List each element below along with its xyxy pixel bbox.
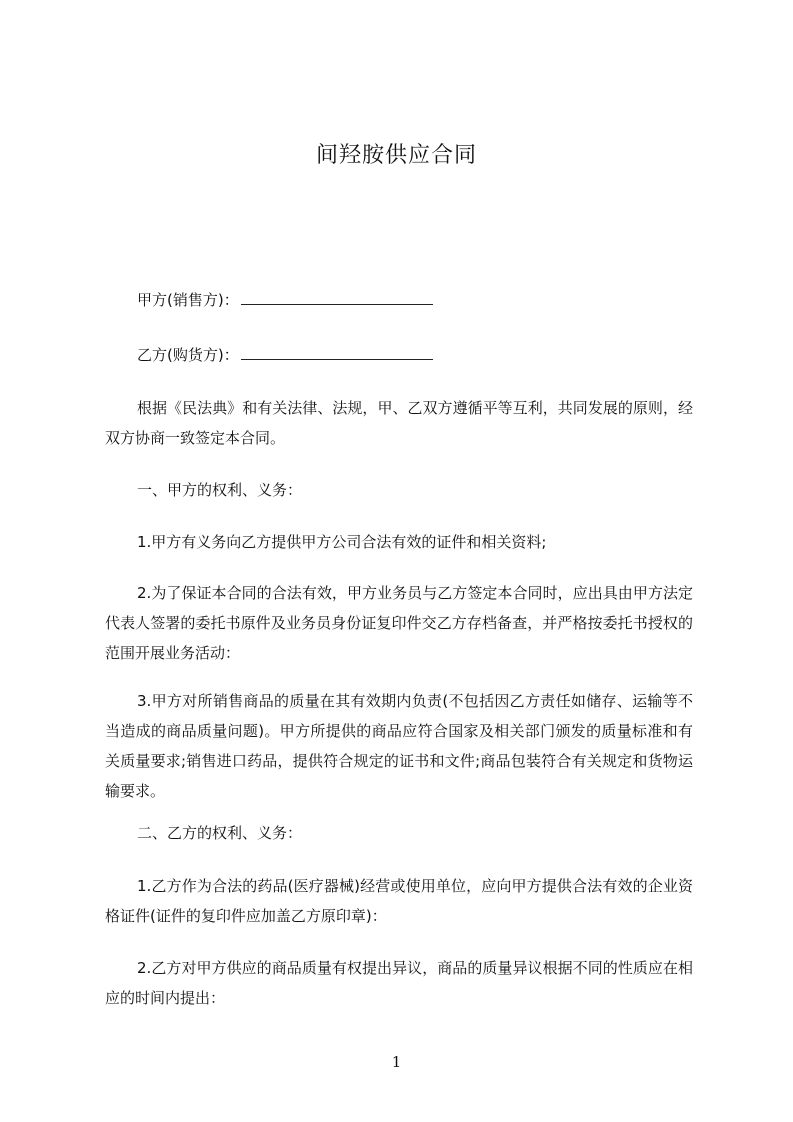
party-a-label: 甲方(销售方)： bbox=[137, 291, 239, 309]
section1-item-1 bbox=[105, 527, 693, 557]
section1-item-text: 1.甲方有义务向乙方提供甲方公司合法有效的证件和相关资料; bbox=[137, 533, 547, 551]
party-b-line bbox=[137, 340, 433, 370]
section1-item-text: 3.甲方对所销售商品的质量在其有效期内负责(不包括因乙方责任如储存、运输等不当造成的商品质量问题)。甲方所提供的商品应符合国家及相关部门颁发的质量标准和有关质量要求;销售进口药品，提供符合规定的证书和文件;商品包装符合有关规定和货物运输要求。 bbox=[105, 692, 693, 800]
section1-heading: 一、甲方的权利、义务： bbox=[137, 481, 303, 499]
party-b-blank bbox=[241, 358, 433, 360]
page-number: 1 bbox=[391, 1053, 402, 1071]
section2-item-text: 1.乙方作为合法的药品(医疗器械)经营或使用单位，应向甲方提供合法有效的企业资格证件(证件的复印件应加盖乙方原印章)： bbox=[105, 877, 693, 925]
document-title: 间羟胺供应合同 bbox=[315, 143, 477, 168]
preamble-text: 根据《民法典》和有关法律、法规，甲、乙双方遵循平等互利，共同发展的原则，经双方协商一致签定本合同。 bbox=[105, 399, 693, 447]
preamble-paragraph bbox=[105, 393, 693, 453]
section1-item-2 bbox=[105, 578, 693, 668]
party-b-label: 乙方(购货方)： bbox=[137, 346, 239, 364]
section1-item-text: 2.为了保证本合同的合法有效，甲方业务员与乙方签定本合同时，应出具由甲方法定代表人签署的委托书原件及业务员身份证复印件交乙方存档备查，并严格按委托书授权的范围开展业务活动： bbox=[105, 584, 693, 662]
section2-item-text: 2.乙方对甲方供应的商品质量有权提出异议，商品的质量异议根据不同的性质应在相应的时间内提出： bbox=[105, 959, 693, 1007]
party-a-line bbox=[137, 285, 433, 315]
section2-heading: 二、乙方的权利、义务： bbox=[137, 824, 303, 842]
section1-item-3 bbox=[105, 686, 693, 806]
section2-item-2 bbox=[105, 953, 693, 1013]
section2-item-1 bbox=[105, 871, 693, 931]
party-a-blank bbox=[241, 303, 433, 305]
